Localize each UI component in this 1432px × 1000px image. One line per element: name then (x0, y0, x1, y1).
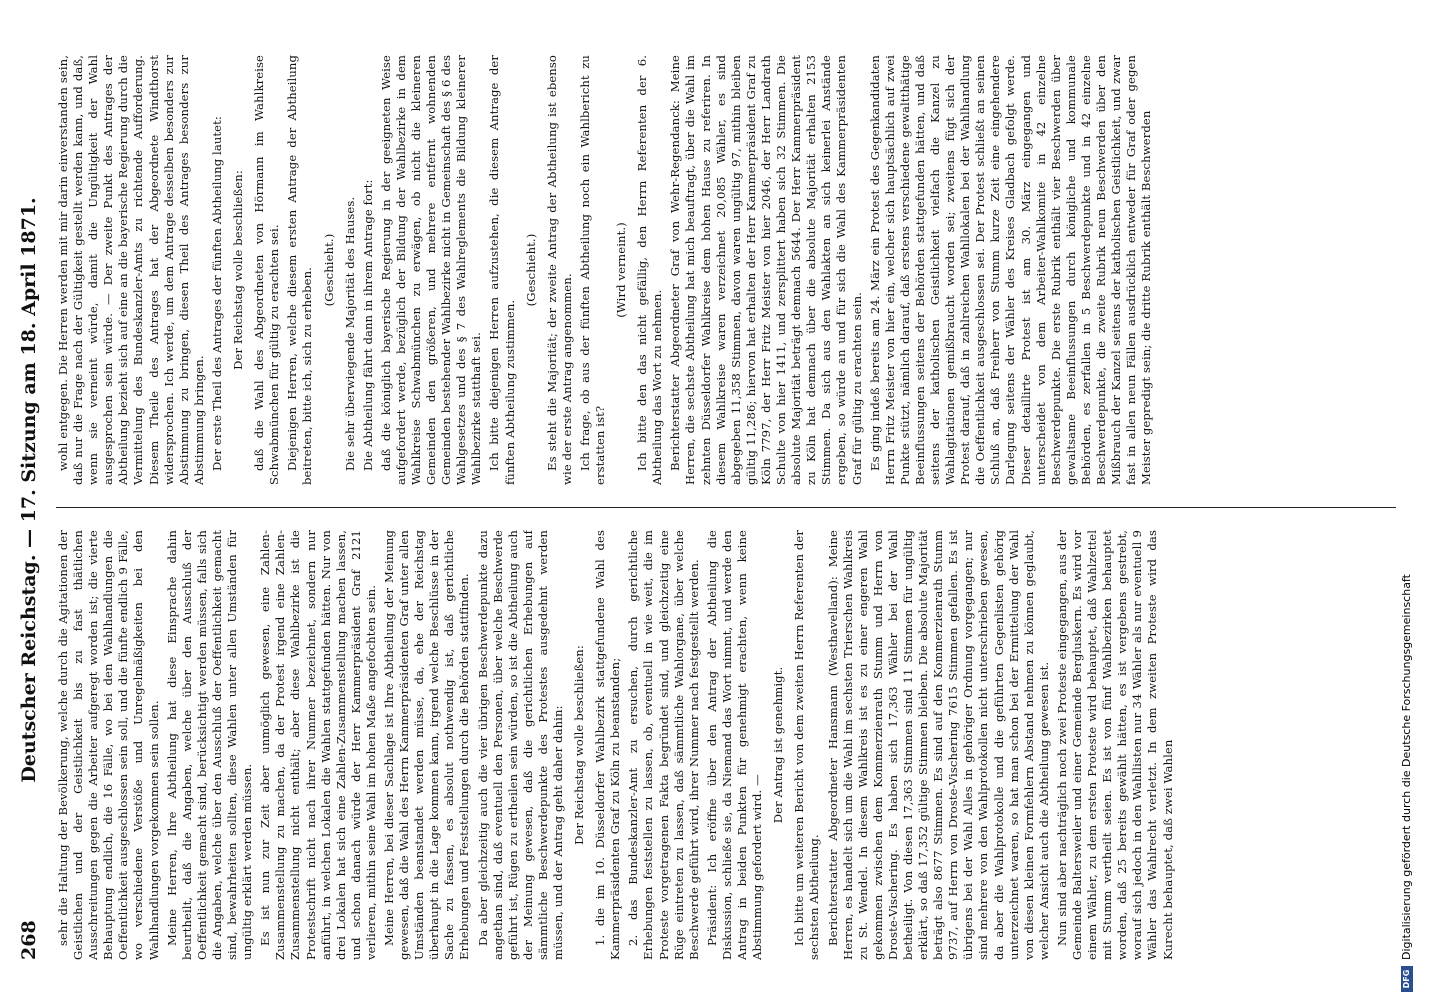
left-column-paragraph: Berichterstatter Abgeordneter Hansmann (Westhavelland): Meine Herren, es handelt sich um die Wahl im sechsten Trierschen Wahlkreis zu St. Wendel. In diesem Wahlkreis ist es zu einer engeren Wahl gekommen zwischen dem Kommerzienrath Stumm und Herrn von Droste-Vischering. Es haben sich 17,363 Wähler bei der Wahl betheiligt. Von diesen 17,363 Stimmen sind 11 Stimmen für ungültig erklärt, so daß 17,352 gültige Stimmen bleiben. Die absolute Majorität beträgt also 8677 Stimmen. Es sind auf den Kommerzienrath Stumm 9737, auf Herrn von Droste-Vischering 7615 Stimmen gefallen. Es ist übrigens bei der Wahl Alles in gehöriger Ordnung vorgegangen; nur sind mehrere von den Wahlprotokollen nicht unterschrieben gewesen, da aber die Wahlprotokolle und die geführten Gegenlisten gehörig unterzeichnet waren, so hat man schon bei der Ermittelung der Wahl von diesen kleinen Formfehlern Abstand nehmen zu können geglaubt, welcher Ansicht auch die Abtheilung gewesen ist. (825, 530, 1051, 960)
left-column-paragraph: 2. das Bundeskanzler-Amt zu ersuchen, durch gerichtliche Erhebungen feststellen zu lassen, ob, eventuell in wie weit, die im Proteste vorgetragenen Fakta begründet sind, und gleichzeitig eine Rüge eintreten zu lassen, daß sämmtliche Wahlorgane, über welche Beschwerde geführt wird, ihrer Nummer nach festgestellt werden. (626, 530, 701, 960)
right-column-paragraph: daß die königlich bayerische Regierung in der geeigneten Weise aufgefordert werde, bezüglich der Bildung der Wahlbezirke in dem Wahlkreise Schwabmünchen zu erwägen, ob nicht die kleineren Gemeinden den größeren, und mehrere entfernt wohnenden Gemeinden bestehender Wahlbezirke nicht in Gemeinschaft des § 6 des Wahlgesetzes und des § 7 des Wahlreglements die Bildung kleinerer Wahlbezirke statthaft sei. (378, 55, 484, 485)
right-column-paragraph: Der erste Theil des Antrages der fünften Abtheilung lautet: (209, 116, 224, 471)
right-column-paragraph: Berichterstatter Abgeordneter Graf von Wehr-Regendanck: Meine Herren, die sechste Abtheilung hat mich beauftragt, über die Wahl im zehnten Düsseldorfer Wahlkreise dem hohen Hause zu referiren. In diesem Wahlkreise waren verzeichnet 20,085 Wähler, es sind abgegeben 11,358 Stimmen, davon waren ungültig 97, mithin bleiben gültig 11,286; hiervon hat erhalten der Herr Kammerpräsident Graf zu Köln 7797, der Herr Fritz Meister von hier 2046, der Herr Landrath Schulte von hier 1411, und zersplittert haben sich 32 Stimmen. Die absolute Majorität beträgt demnach 5644. Der Herr Kammerpräsident zu Köln hat demnach über die absolute Majorität erhalten 2153 Stimmen. Da sich aus den Wahlakten an sich keinerlei Anstände ergeben, so würde an und für sich die Wahl des Kammerpräsidenten Graf für gültig zu erachten sein. (668, 55, 864, 485)
right-column-paragraph: Ich bitte diejenigen Herren aufzustehen, die diesem Antrage der fünften Abtheilung zustimmen. (487, 55, 517, 485)
column-divider (56, 507, 1396, 508)
left-column-paragraph: Meine Herren, bei dieser Sachlage ist Ihre Abtheilung der Meinung gewesen, daß die Wahl des Herrn Kammerpräsidenten Graf unter allen Umständen beanstandet werden müsse, da, ehe der Reichstag überhaupt in die Lage kommen kann, irgend welche Beschlüsse in der Sache zu fassen, es absolut nothwendig ist, daß gerichtliche Erhebungen und Feststellungen durch die Behörden stattfinden. (381, 530, 472, 960)
left-column-paragraph: Es ist nun zur Zeit aber unmöglich gewesen, eine Zahlen-Zusammenstellung zu machen, da der Protest irgend eine Zahlen-Zusammenstellung nicht enthält; aber diese Wahlbezirke ist die Protestschrift nicht nach ihrer Nummer bezeichnet, sondern nur anführt, in welchen Lokalen die Wahlen stattgefunden hätten. Nur von drei Lokalen hat sich eine Zahlen-Zusammenstellung machen lassen, und schon danach würde der Herr Kammerpräsident Graf 2121 verlieren, mithin seine Wahl im hohen Maße angefochten sein. (258, 530, 378, 960)
right-column-paragraph: Es steht die Majorität; der zweite Antrag der Abtheilung ist ebenso wie der erste Antrag angenommen. (544, 55, 574, 485)
right-column-paragraph: Die sehr überwiegende Majorität des Hauses. (342, 196, 357, 471)
left-column-paragraph: Meine Herren, Ihre Abtheilung hat diese Einsprache dahin beurtheilt, daß die Angaben, welche über den Ausschluß der Oeffentlichkeit gemacht sind, berücksichtigt werden müssen, falls sich die Angaben, welche über den Ausschluß der Oeffentlichkeit gemacht sind, bewahrheiten sollten, diese Wahlen unter allen Umständen für ungültig erklärt werden müssen. (164, 530, 255, 960)
right-column-paragraph: Diejenigen Herren, welche diesem ersten Antrage der Abtheilung beitreten, bitte ich, sich zu erheben. (285, 55, 315, 485)
right-column-paragraph: Ich frage, ob aus der fünften Abtheilung noch ein Wahlbericht zu erstatten ist? (577, 55, 607, 485)
left-column-paragraph: Nun sind aber nachträglich noch zwei Proteste eingegangen, aus der Gemeinde Baltersweiler und einer Gemeinde Bergluskern. Es wird vor einem Wähler, zu dem ersten Proteste wird behauptet, daß Wahlzettel mit Stumm vertheilt seien. Es ist von fünf Wahlbezirken behauptet worden, daß 25 bereits gewählt hätten, es ist vergebens gestrebt, worauf sich jedoch in den Wahllisten nur 34 Wähler als nur eventuell 9 Wähler das Wahlrecht verletzt. In dem zweiten Proteste wird das Kurecht behauptet, daß zwei Wahlen (1054, 530, 1175, 960)
left-column-paragraph: sehr die Haltung der Bevölkerung, welche durch die Agitationen der Geistlichen und der Geistlichkeit bis zu fast thätlichen Ausschreitungen gegen die Arbeiter aufgeregt worden ist; die vierte Behauptung endlich, die 16 Fälle, wo bei den Wahlhandlungen die Oeffentlichkeit ausgeschlossen sein soll, und die fünfte endlich 9 Fälle, wo verschiedene Verstöße und Unregelmäßigkeiten bei den Wahlhandlungen vorgekommen sein sollen. (56, 530, 161, 960)
right-column (56, 55, 1396, 485)
right-column-paragraph: Die Abtheilung fährt dann in ihrem Antrage fort: (360, 179, 375, 471)
left-column-paragraph: Ich bitte um weiteren Bericht von dem zweiten Herrn Referenten der sechsten Abtheilung. (792, 530, 822, 960)
right-column-paragraph: (Geschieht.) (523, 233, 538, 307)
right-column-paragraph: Ich bitte den das nicht gefällig, den Herrn Referenten der 6. Abtheilung das Wort zu nehmen. (635, 55, 665, 485)
page-number: 268 (18, 920, 40, 960)
left-column-paragraph: Präsident: Ich eröffne über den Antrag der Abtheilung die Diskussion, schließe sie, da Niemand das Wort nimmt, und werde den Antrag in beiden Punkten für genehmigt erachten, wenn keine Abstimmung gefordert wird. — (704, 530, 765, 960)
left-column-paragraph: Der Antrag ist genehmigt. (771, 666, 786, 824)
left-column (56, 530, 1396, 960)
right-column-paragraph: Der Reichstag wolle beschließen: (231, 170, 246, 370)
right-column-paragraph: Es ging indeß bereits am 24. März ein Protest des Gegenkandidaten Herrn Fritz Meister von hier ein, welcher sich hauptsächlich auf zwei Punkte stützt, nämlich darauf, daß erstens verschiedene gewaltthätige Beeinflussungen seitens der Behörden stattgefunden hätten, und daß seitens der katholischen Geistlichkeit vielfach die Kanzel zu Wahlagitationen gemißbraucht worden sei; zweitens fügt sich der Protest darauf, daß in zahlreichen Wahllokalen bei der Wahlhandlung die Oeffentlichkeit ausgeschlossen sei. Der Protest schließt an seinen Schluß an, daß Freiherr von Stumm kurze Zeit eine eingehendere Darlegung seitens der Wähler des Kreises Gladbach gefolgt werde. Dieser detaillirte Protest ist am 30. März eingegangen und unterscheidet von dem Arbeiter-Wahlkomite in 42 einzelne Beschwerdepunkte. Die erste Rubrik enthält vier Beschwerden über gewaltsame Beeinflussungen durch königliche und kommunale Behörden, es zerfallen in 5 Beschwerdepunkte und in 42 einzelne Beschwerdepunkte, die zweite Rubrik neun Beschwerden über den Mißbrauch der Kanzel seitens der katholischen Geistlichkeit, und zwar fast in allen neun Fällen ausdrücklich entweder für Graf oder gegen Meister gepredigt sein; die dritte Rubrik enthält Beschwerden (867, 55, 1154, 485)
digitization-credit: Digitalisierung gefördert durch die Deutsche Forschungsgemeinschaft (1400, 574, 1413, 960)
right-column-paragraph: (Wird verneint.) (614, 222, 629, 318)
left-column-paragraph: 1. die im 10. Düsseldorfer Wahlbezirk stattgefundene Wahl des Kammerpräsidenten Graf zu Köln zu beanstanden; (593, 530, 623, 960)
right-column-paragraph: wohl entgegen. Die Herren werden mit mir darin einverstanden sein, daß nur die Frage nach der Gültigkeit gestellt werden kann, und daß, wenn sie verneint würde, damit die Ungültigkeit der Wahl ausgesprochen sein würde. — Der zweite Punkt des Antrages der Abtheilung bezieht sich auf eine an die bayerische Regierung durch die Vermittelung des Bundeskanzler-Amts zu richtende Aufforderung. Diesem Theile des Antrages hat der Abgeordnete Windthorst widersprochen. Ich werde, um dem Antrage desselben besonders zur Abstimmung zu bringen, diesen Theil des Antrages besonders zur Abstimmung bringen. (56, 55, 206, 485)
left-column-paragraph: Da aber gleichzeitig auch die vier übrigen Beschwerdepunkte dazu angethan sind, daß eventuell den Personen, über welche Beschwerde geführt ist, Rügen zu ertheilen sein würden, so ist die Abtheilung auch der Meinung gewesen, daß die gerichtlichen Erhebungen auf sämmtliche Beschwerdepunkte des Protestes ausgedehnt werden müssen, und der Antrag geht daher dahin: (475, 530, 565, 960)
right-column-paragraph: daß die Wahl des Abgeordneten von Hörmann im Wahlkreise Schwabmünchen für gültig zu erachten sei. (252, 55, 282, 485)
left-column-paragraph: Der Reichstag wolle beschließen: (572, 645, 587, 845)
right-column-paragraph: (Geschieht.) (321, 233, 336, 307)
page-header (14, 20, 44, 960)
dfg-logo: DFG (1401, 966, 1413, 992)
page-title: Deutscher Reichstag. — 17. Sitzung am 18. April 1871. (18, 197, 40, 783)
